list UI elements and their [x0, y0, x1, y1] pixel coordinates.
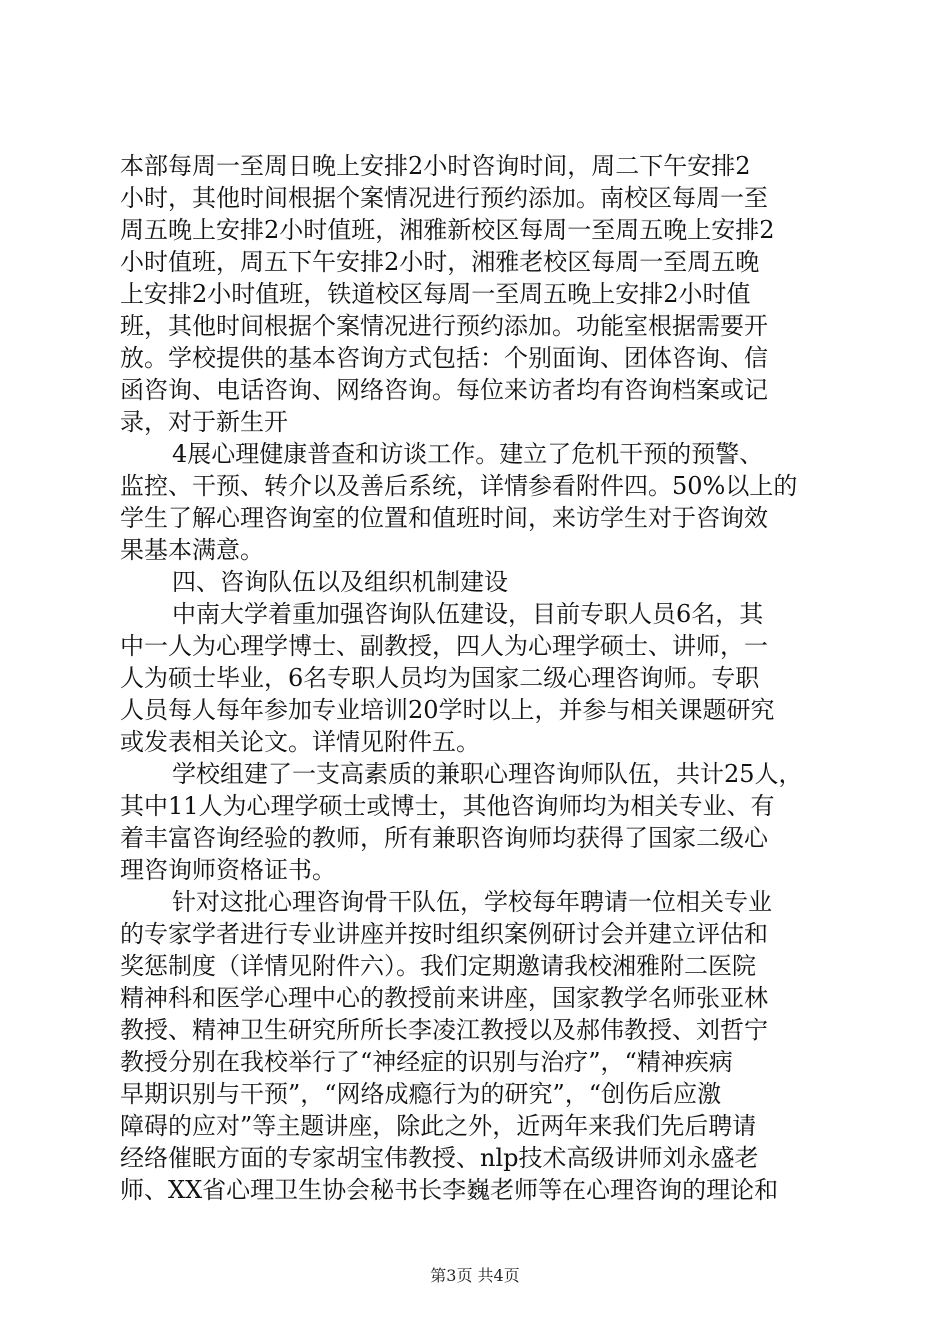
text-line: 录，对于新生开: [120, 408, 288, 436]
text-line: 障碍的应对”等主题讲座，除此之外，近两年来我们先后聘请: [120, 1112, 757, 1140]
text-line: 小时值班，周五下午安排2小时，湘雅老校区每周一至周五晚: [120, 248, 760, 276]
text-line: 人为硕士毕业，6名专职人员均为国家二级心理咨询师。专职: [120, 664, 760, 692]
text-line: 班，其他时间根据个案情况进行预约添加。功能室根据需要开: [120, 312, 768, 340]
document-body: [120, 150, 840, 1206]
text-line: 早期识别与干预”，“网络成瘾行为的研究”，“创伤后应激: [120, 1080, 722, 1108]
text-line: 监控、干预、转介以及善后系统，详情参看附件四。50%以上的: [120, 472, 798, 500]
text-line: 教授分别在我校举行了“神经症的识别与治疗”，“精神疾病: [120, 1048, 733, 1076]
text-line: 中一人为心理学博士、副教授，四人为心理学硕士、讲师，一: [120, 632, 768, 660]
text-line: 或发表相关论文。详情见附件五。: [120, 728, 480, 756]
text-line: 奖惩制度（详情见附件六）。我们定期邀请我校湘雅附二医院: [120, 952, 756, 980]
paragraph-first-line: 4展心理健康普查和访谈工作。建立了危机干预的预警、: [172, 440, 764, 468]
text-line: 精神科和医学心理中心的教授前来讲座，国家教学名师张亚林: [120, 984, 768, 1012]
text-line: 教授、精神卫生研究所所长李凌江教授以及郝伟教授、刘哲宁: [120, 1016, 768, 1044]
text-line: 函咨询、电话咨询、网络咨询。每位来访者均有咨询档案或记: [120, 376, 768, 404]
paragraph-first-line: 学校组建了一支高素质的兼职心理咨询师队伍，共计25人，: [172, 760, 803, 788]
text-line: 本部每周一至周日晚上安排2小时咨询时间，周二下午安排2: [120, 152, 751, 180]
text-line: 的专家学者进行专业讲座并按时组织案例研讨会并建立评估和: [120, 920, 768, 948]
text-line: 果基本满意。: [120, 536, 264, 564]
text-line: 放。学校提供的基本咨询方式包括：个别面询、团体咨询、信: [120, 344, 768, 372]
text-line: 师、XX省心理卫生协会秘书长李巍老师等在心理咨询的理论和: [120, 1176, 779, 1204]
page-number-footer: 第3页 共4页: [430, 1266, 520, 1285]
text-line: 其中11人为心理学硕士或博士，其他咨询师均为相关专业、有: [120, 792, 775, 820]
paragraph-first-line: 针对这批心理咨询骨干队伍，学校每年聘请一位相关专业: [172, 888, 772, 916]
text-line: 理咨询师资格证书。: [120, 856, 336, 884]
text-line: 人员每人每年参加专业培训20学时以上，并参与相关课题研究: [120, 696, 775, 724]
text-line: 经络催眠方面的专家胡宝伟教授、nlp技术高级讲师刘永盛老: [120, 1144, 759, 1172]
text-line: 上安排2小时值班，铁道校区每周一至周五晚上安排2小时值: [120, 280, 751, 308]
text-line: 学生了解心理咨询室的位置和值班时间，来访学生对于咨询效: [120, 504, 768, 532]
section-heading: 四、咨询队伍以及组织机制建设: [172, 568, 508, 596]
text-line: 周五晚上安排2小时值班，湘雅新校区每周一至周五晚上安排2: [120, 216, 775, 244]
text-line: 着丰富咨询经验的教师，所有兼职咨询师均获得了国家二级心: [120, 824, 768, 852]
paragraph-first-line: 中南大学着重加强咨询队伍建设，目前专职人员6名，其: [172, 600, 764, 628]
text-line: 小时，其他时间根据个案情况进行预约添加。南校区每周一至: [120, 184, 768, 212]
